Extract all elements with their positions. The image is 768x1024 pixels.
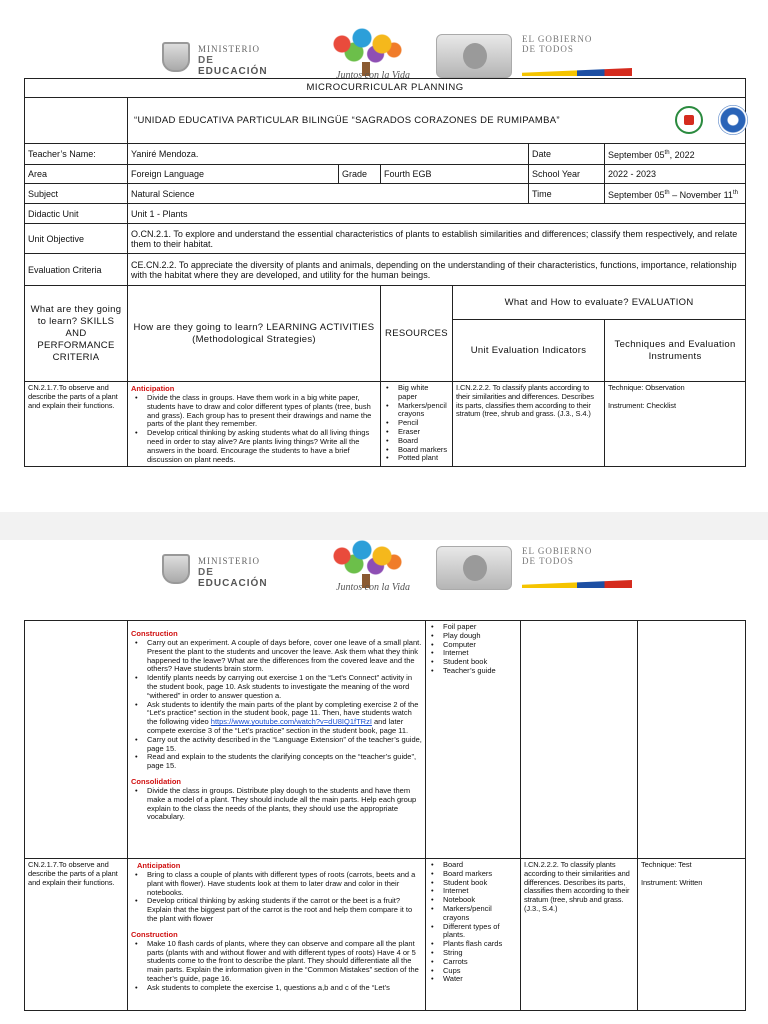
ministerio-line1: MINISTERIO [198,44,260,54]
phase-construction: Construction [131,929,178,939]
time-end: – November 11 [669,189,733,200]
list-item: • Divide the class in groups. Distribute play dough to the students and have them make a model of a plant. They should include all the main parts. Help each group explain to the class the needs of the plants, they should use the appropriate vocabulary. [131,787,422,822]
list-item: • Carry out an experiment. A couple of days before, cover one leave of a small plant. Present the plant to the students and uncover the leave. Ask them what they think happened to the leave? What are the differences from the covered leave and the others? Have students brain storm. [131,639,422,674]
unit-value: Unit 1 - Plants [128,204,746,224]
list-item: • Develop critical thinking by asking students what do all living things need in order to stay alive? Are plants living things? Write all the answers in the board. Encourage the students to have a brief discussion on plant needs. [131,429,377,464]
list-item: • Markers/pencil crayons [429,905,517,923]
ministerio-line1: MINISTERIO [198,556,260,566]
list-item: • Internet [429,649,517,658]
list-item: • Eraser [384,428,449,437]
gobierno-text: EL GOBIERNO DE TODOS [522,546,593,566]
technique-cell [638,859,746,1011]
date-value [605,144,746,165]
indicator-cell: I.CN.2.2.2. To classify plants according to their similarities and differences. Describes its parts, classifies them according to their stratum (tree, shrub and grass. (J.3., S.4.) [453,382,605,467]
header-logos [0,28,768,84]
list-item: • Different types of plants. [429,923,517,941]
phase-anticipation: Anticipation [137,861,181,870]
activities-header: How are they going to learn? LEARNING ACTIVITIES (Methodological Strategies) [128,286,381,382]
skill-cell: CN.2.1.7.To observe and describe the parts of a plant and explain their functions. [25,382,128,467]
date-label: Date [529,144,605,165]
tree-logo-text: Juntos con la Vida [336,70,410,81]
ministerio-line2 [198,55,286,77]
time-suffix-1: th [664,189,670,196]
time-start: September 05 [608,189,665,200]
list-item: • Board markers [384,446,449,455]
gobierno-text: EL GOBIERNO DE TODOS [522,34,593,54]
objective-value: O.CN.2.1. To explore and understand the essential characteristics of plants to establish similarities and differences; classify them respectively, and relate them to their habitat. [128,224,746,254]
resource-list [429,623,517,676]
activities-cell [128,382,381,467]
indicator-cell [521,621,638,859]
subject-value: Natural Science [128,184,529,204]
ministerio-prefix: DE [198,567,214,578]
phase-construction: Construction [131,629,178,638]
instrument-text: Instrument: Written [641,877,703,887]
document-title: MICROCURRICULAR PLANNING [25,79,746,98]
time-label: Time [529,184,605,204]
activity-text: Ask students to identify the main parts of the plant by completing exercise 2 of the “Let’s practice” section in the student book, page 11. Then, have students watch the following video [147,699,419,727]
time-value [605,184,746,204]
area-value: Foreign Language [128,165,339,184]
planning-table [24,78,746,467]
ministerio-logo [162,42,286,78]
school-crest-icon [675,106,703,134]
tree-logo [318,28,414,84]
list-item: • Identify plants needs by carrying out exercise 1 on the “Let’s Connect” activity in the student book, page 10. Ask students to investigate the meaning of the word “withered” in order to answer question a. [131,674,422,700]
subject-label: Subject [25,184,128,204]
school-name: “UNIDAD EDUCATIVA PARTICULAR BILINGÜE “SAGRADOS CORAZONES DE RUMIPAMBA” [134,115,560,126]
document-page-2 [0,540,768,1024]
list-item: • Board [429,861,517,870]
school-year-value: 2022 - 2023 [605,165,746,184]
list-item: • Divide the class in groups. Have them work in a big white paper, students have to draw and color different types of plants (tree, bush and grass). Each group has to present their drawings and name the parts of the plant they remember. [131,394,377,429]
resource-list [429,861,517,984]
list-item: • Teacher’s guide [429,667,517,676]
technique-cell [638,621,746,859]
grade-value: Fourth EGB [381,165,529,184]
date-suffix: th [664,150,670,156]
skills-header: What are they going to learn? SKILLS AND PERFORMANCE CRITERIA [25,286,128,382]
list-item: • Student book [429,658,517,667]
list-item: • Ask students to complete the exercise 1, questions a,b and c of the “Let’s [131,984,422,993]
list-item: • Develop critical thinking by asking students if the carrot or the beet is a fruit? Explain that the biggest part of the carrot is the root and help them compare it to the plant with flower [131,897,422,923]
resources-header: RESOURCES [381,286,453,382]
school-name-cell [128,98,746,144]
page-gap [0,512,768,540]
instrument-text: Instrument: Checklist [608,400,676,410]
list-item: • Carrots [429,958,517,967]
time-suffix-2: th [732,189,738,196]
skill-cell: CN.2.1.7.To observe and describe the parts of a plant and explain their functions. [25,859,128,1011]
list-item: • Big white paper [384,384,449,402]
activities-cell [128,859,426,1011]
list-item: • Bring to class a couple of plants with different types of roots (carrots, beets and a plant with flower). Have students look at them to later draw and color in their notebooks. [131,871,422,897]
resources-cell [381,382,453,467]
tree-logo-text: Juntos con la Vida [336,582,410,593]
list-item: • Make 10 flash cards of plants, where they can observe and compare all the plant parts (plants with and without flower and with different types of roots) Have 4 or 5 students come to the front to describe the plant. They should differentiate all the main parts. Explain the information given in the “Common Mistakes” section of the teacher’s guide, page 16. [131,940,422,984]
activities-cell [128,621,426,859]
skill-cell [25,621,128,859]
activity-list [131,787,422,822]
activity-list [131,940,422,993]
list-item: • Foil paper [429,623,517,632]
activity-list [131,871,422,924]
indicator-cell: I.CN.2.2.2. To classify plants according to their similarities and differences. Describes its parts, classifies them according to their stratum (tree, shrub and grass. (J.3., S.4.) [521,859,638,1011]
list-item: • String [429,949,517,958]
flag-stripe-icon [522,580,632,588]
list-item: • Cups [429,967,517,976]
date-main: September 05 [608,150,665,160]
activity-list [131,639,422,771]
list-item: • Pencil [384,419,449,428]
activity-list [131,394,377,464]
seal-logo-icon [436,546,512,590]
teacher-label: Teacher’s Name: [25,144,128,165]
resources-cell [426,859,521,1011]
list-item [131,701,422,736]
grade-label: Grade [339,165,381,184]
tree-logo [318,540,414,596]
list-item: • Potted plant [384,454,449,463]
ministerio-name: EDUCACIÓN [198,66,268,77]
ministerio-logo [162,554,286,590]
coat-of-arms-icon [162,42,190,72]
resource-list [384,384,449,463]
evaluation-header: What and How to evaluate? EVALUATION [453,286,746,320]
gobierno-logo [522,34,632,82]
header-logos-2 [0,540,768,596]
criteria-label: Evaluation Criteria [25,254,128,286]
flag-stripe-icon [522,68,632,76]
list-item: • Water [429,975,517,984]
gobierno-logo [522,546,632,594]
resources-cell [426,621,521,859]
list-item: • Read and explain to the students the clarifying concepts on the “teacher’s guide”, page 15. [131,753,422,771]
criteria-value: CE.CN.2.2. To appreciate the diversity of plants and animals, depending on the understanding of their characteristics, functions, importance, relationship with the habitat where they are developed, and utility for the human beings. [128,254,746,286]
ministerio-prefix: DE [198,55,214,66]
objective-label: Unit Objective [25,224,128,254]
technique-text: Technique: Test [641,860,692,869]
area-label: Area [25,165,128,184]
coat-of-arms-icon [162,554,190,584]
planning-table-continued [24,620,746,1011]
list-item: • Student book [429,879,517,888]
unit-label: Didactic Unit [25,204,128,224]
date-year: , 2022 [669,150,695,160]
indicators-header: Unit Evaluation Indicators [453,320,605,382]
list-item: • Markers/pencil crayons [384,402,449,420]
technique-text: Technique: Observation [608,383,685,392]
list-item: • Plants flash cards [429,940,517,949]
teacher-name: Yaniré Mendoza. [128,144,529,165]
list-item: • Internet [429,887,517,896]
list-item: • Board [384,437,449,446]
empty-cell [25,98,128,144]
video-link[interactable]: https://www.youtube.com/watch?v=dU8IQ1fTRzI [210,717,372,727]
list-item: • Carry out the activity described in the “Language Extension” of the teacher’s guide, page 15. [131,736,422,754]
phase-anticipation: Anticipation [131,384,175,393]
technique-cell [605,382,746,467]
list-item: • Board markers [429,870,517,879]
list-item: • Play dough [429,632,517,641]
phase-consolidation: Consolidation [131,776,181,786]
school-year-label: School Year [529,165,605,184]
ministerio-name: EDUCACIÓN [198,578,268,589]
ministerio-line2 [198,567,286,589]
list-item: • Computer [429,641,517,650]
ib-logo-icon [718,105,748,135]
techniques-header: Techniques and Evaluation Instruments [605,320,746,382]
activity-text: and later compete exercise 3 of the “Let’s practice” section in the student book, page 11. [147,717,409,735]
list-item: • Notebook [429,896,517,905]
seal-logo-icon [436,34,512,78]
